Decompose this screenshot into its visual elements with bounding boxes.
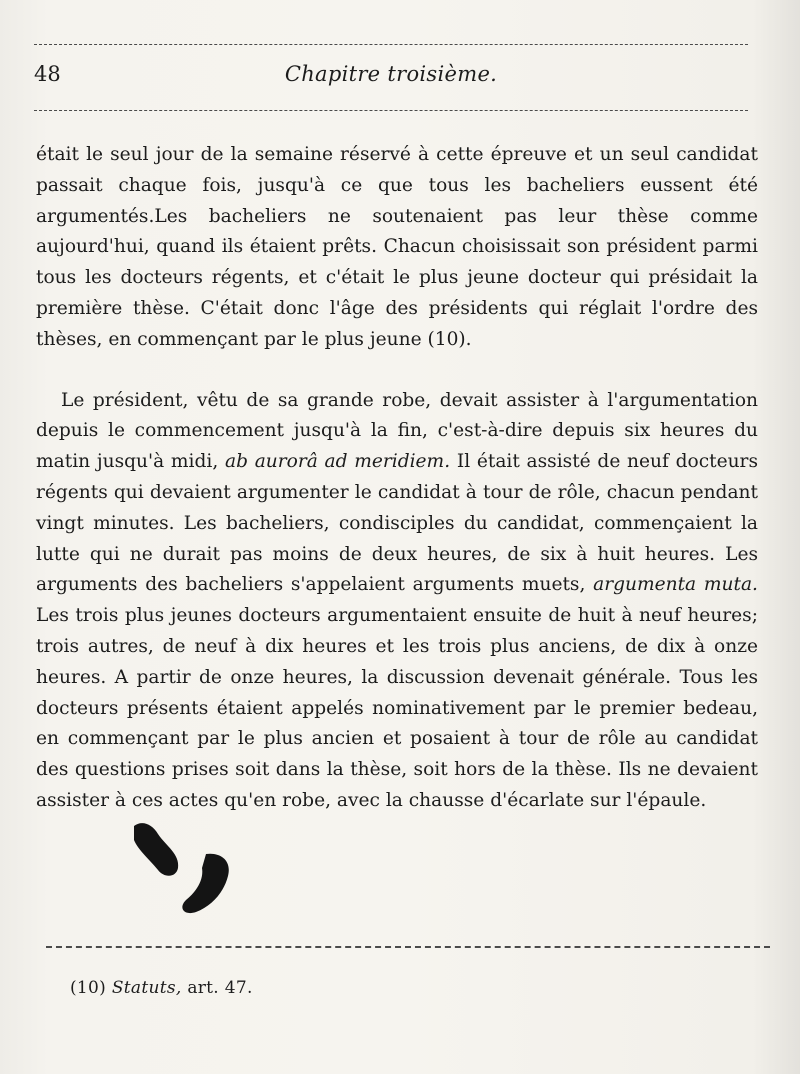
- footnote: [70, 978, 253, 998]
- footnote-number: (10): [70, 978, 107, 998]
- ink-blot-stain-upper: [134, 823, 178, 876]
- ink-blot-mark: [128, 820, 238, 920]
- running-title: Chapitre troisième.: [284, 62, 498, 86]
- header-bottom-rule: [34, 110, 748, 111]
- latin-phrase-argumenta-muta: argumenta muta.: [593, 574, 758, 596]
- footnote-source-title: Statuts,: [111, 978, 182, 998]
- footnote-reference: art. 47.: [187, 978, 253, 998]
- paragraph-2-text-3: Les trois plus jeunes docteurs argumentaient ensuite de huit à neuf heures; trois autres, de neuf à dix heures et les trois plus anciens, de dix à onze heures. A partir de onze heures, la discussion devenait générale. Tous les docteurs présents étaient appelés nominativement par le premier bedeau, en commençant par le plus ancien et posaient à tour de rôle au candidat des questions prises soit dans la thèse, soit hors de la thèse. Ils ne devaient assister à ces actes qu'en robe, avec la chausse d'écarlate sur l'épaule.: [36, 605, 758, 811]
- paragraph-2-text-2: Il était assisté de neuf docteurs régents qui devaient argumenter le candidat à tour de rôle, chacun pendant vingt minutes. Les bacheliers, condisciples du candidat, commençaient la lutte qui ne durait pas moins de deux heures, de six à huit heures. Les arguments des bacheliers s'appelaient arguments muets,: [36, 451, 758, 596]
- body-text: [36, 140, 758, 817]
- header-top-rule: [34, 44, 748, 45]
- latin-phrase-ab-aurora: ab aurorâ ad meridiem.: [224, 451, 451, 473]
- paragraph-2-text-1: Le président, vêtu de sa grande robe, devait assister à l'argumentation depuis le commencement jusqu'à la fin, c'est-à-dire depuis six heures du matin jusqu'à midi,: [36, 389, 758, 473]
- page-header: [34, 62, 748, 92]
- ink-blot-stain-lower: [182, 854, 228, 913]
- page-number: 48: [34, 62, 61, 86]
- paragraph-1: était le seul jour de la semaine réservé à cette épreuve et un seul candidat passait chaque fois, jusqu'à ce que tous les bacheliers eussent été argumentés.Les bacheliers ne soutenaient pas leur thèse comme aujourd'hui, quand ils étaient prêts. Chacun choisissait son président parmi tous les docteurs régents, et c'était le plus jeune docteur qui présidait la première thèse. C'était donc l'âge des présidents qui réglait l'ordre des thèses, en commençant par le plus jeune (10).: [36, 144, 758, 350]
- footnote-rule: [46, 946, 770, 948]
- paragraph-2: [36, 386, 758, 817]
